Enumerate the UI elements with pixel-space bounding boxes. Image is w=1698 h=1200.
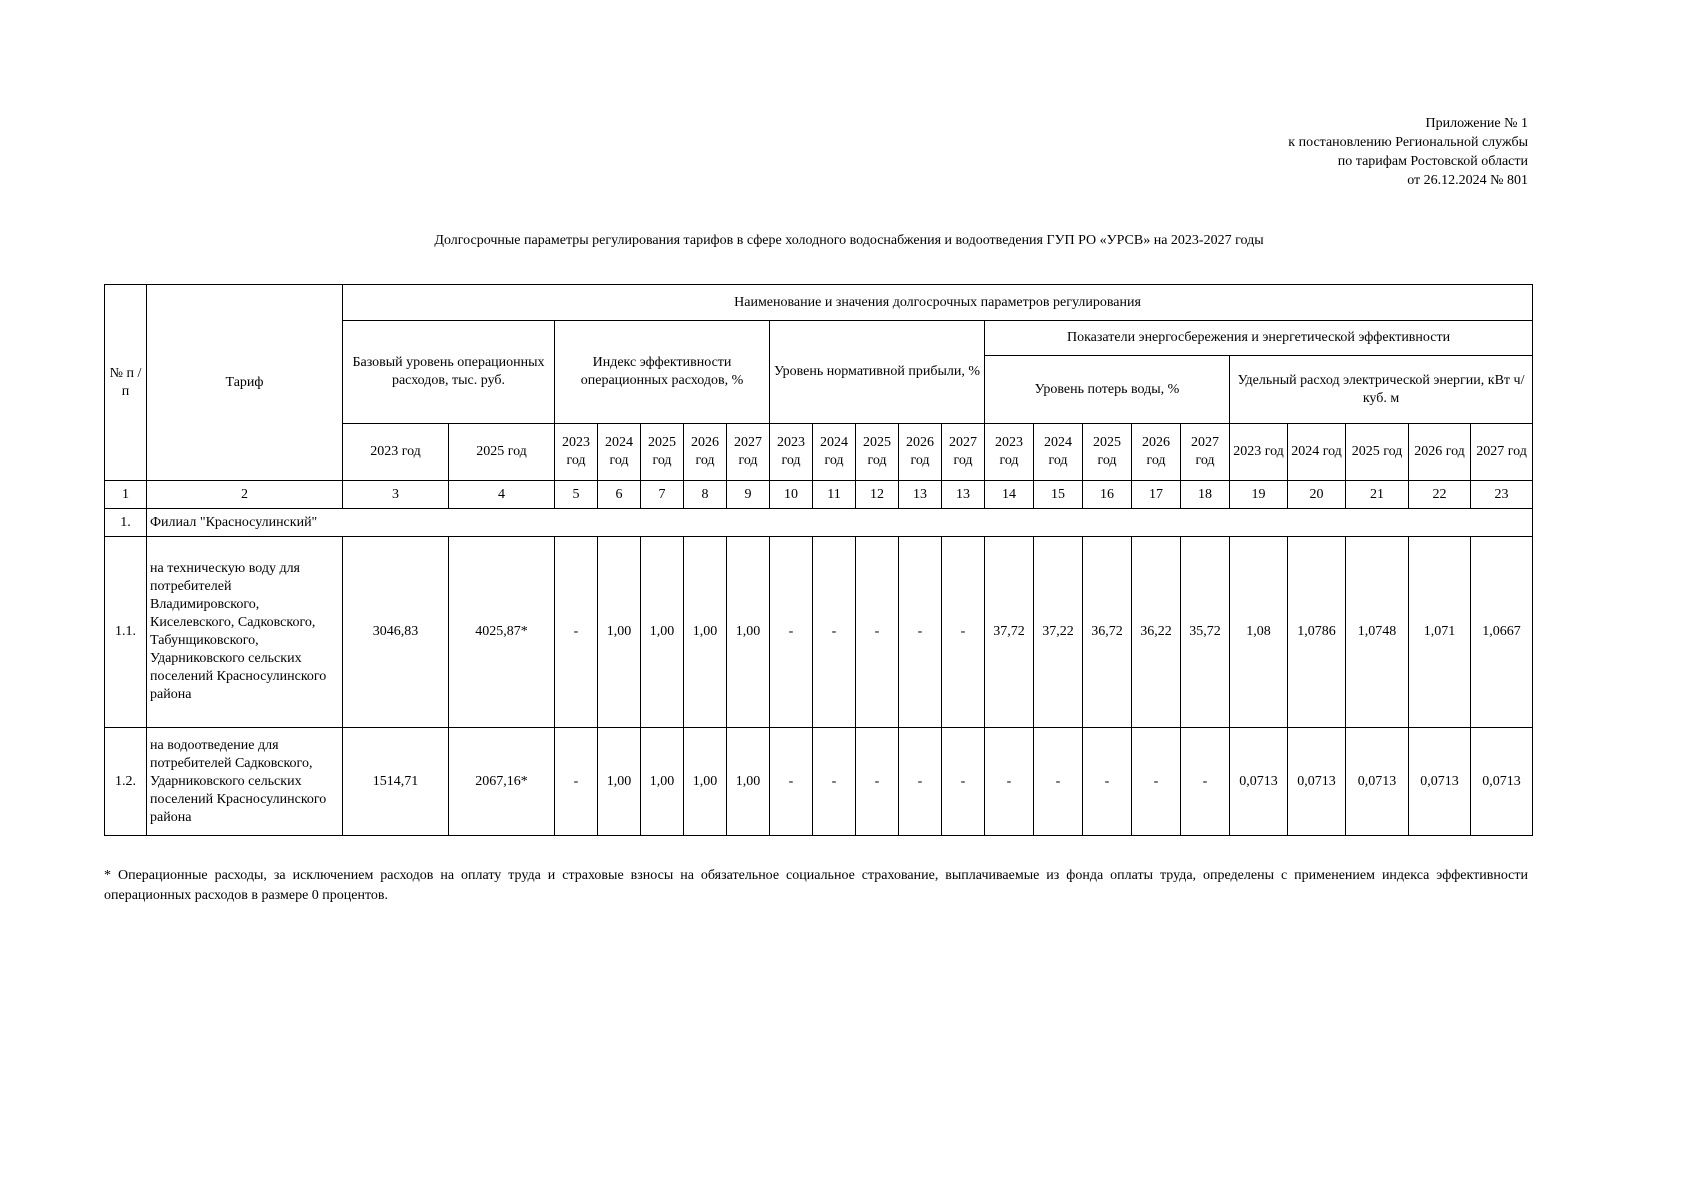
value-cell: - xyxy=(1083,728,1132,836)
appendix-line: к постановлению Региональной службы xyxy=(1288,135,1528,150)
value-cell: 0,0713 xyxy=(1346,728,1409,836)
year-header: 2025 год xyxy=(449,424,555,481)
value-cell: - xyxy=(813,728,856,836)
column-number: 13 xyxy=(899,481,942,509)
year-header: 2023 год xyxy=(985,424,1034,481)
value-cell: - xyxy=(942,728,985,836)
year-header: 2023 год xyxy=(1230,424,1288,481)
value-cell: 0,0713 xyxy=(1288,728,1346,836)
column-numbers-row xyxy=(105,481,1533,509)
year-header: 2023 год xyxy=(555,424,598,481)
year-header: 2023 год xyxy=(770,424,813,481)
column-number: 11 xyxy=(813,481,856,509)
document-title: Долгосрочные параметры регулирования тарифов в сфере холодного водоснабжения и водоотведения ГУП РО «УРСВ» на 2023-2027 годы xyxy=(434,233,1264,248)
column-number: 15 xyxy=(1034,481,1083,509)
appendix-header xyxy=(1288,114,1528,190)
value-cell: 3046,83 xyxy=(343,537,449,728)
value-cell: - xyxy=(899,728,942,836)
appendix-line: по тарифам Ростовской области xyxy=(1337,154,1528,169)
section-name: Филиал "Красносулинский" xyxy=(147,509,1533,537)
header-tariff: Тариф xyxy=(147,285,343,481)
tariff-name: на техническую воду для потребителей Владимировского, Киселевского, Садковского, Табунщиковского, Ударниковского сельских поселений Красносулинского района xyxy=(147,537,343,728)
header-num: № п /п xyxy=(105,285,147,481)
column-number: 19 xyxy=(1230,481,1288,509)
value-cell: 1,0786 xyxy=(1288,537,1346,728)
year-header: 2025 год xyxy=(1346,424,1409,481)
section-row xyxy=(105,509,1533,537)
value-cell: - xyxy=(1132,728,1181,836)
year-header: 2025 год xyxy=(856,424,899,481)
value-cell: - xyxy=(555,728,598,836)
value-cell: 1,00 xyxy=(598,537,641,728)
section-num: 1. xyxy=(105,509,147,537)
row-number: 1.2. xyxy=(105,728,147,836)
value-cell: 1,00 xyxy=(727,728,770,836)
column-number: 1 xyxy=(105,481,147,509)
value-cell: 1,00 xyxy=(684,537,727,728)
column-number: 14 xyxy=(985,481,1034,509)
row-number: 1.1. xyxy=(105,537,147,728)
year-header: 2026 год xyxy=(1132,424,1181,481)
header-efficiency-index: Индекс эффективности операционных расходов, % xyxy=(555,321,770,424)
value-cell: 0,0713 xyxy=(1471,728,1533,836)
value-cell: - xyxy=(899,537,942,728)
column-number: 22 xyxy=(1409,481,1471,509)
year-header: 2024 год xyxy=(598,424,641,481)
column-number: 9 xyxy=(727,481,770,509)
column-number: 8 xyxy=(684,481,727,509)
value-cell: 1,00 xyxy=(727,537,770,728)
value-cell: - xyxy=(856,728,899,836)
column-number: 3 xyxy=(343,481,449,509)
year-header: 2027 год xyxy=(1471,424,1533,481)
value-cell: - xyxy=(813,537,856,728)
value-cell: - xyxy=(1181,728,1230,836)
value-cell: 36,72 xyxy=(1083,537,1132,728)
value-cell: 0,0713 xyxy=(1409,728,1471,836)
value-cell: 1,00 xyxy=(598,728,641,836)
value-cell: 1,00 xyxy=(641,537,684,728)
year-header: 2027 год xyxy=(1181,424,1230,481)
value-cell: - xyxy=(1034,728,1083,836)
column-number: 6 xyxy=(598,481,641,509)
appendix-line: от 26.12.2024 № 801 xyxy=(1407,173,1528,188)
header-water-losses: Уровень потерь воды, % xyxy=(985,356,1230,424)
parameters-table xyxy=(104,284,1533,836)
value-cell: 0,0713 xyxy=(1230,728,1288,836)
column-number: 17 xyxy=(1132,481,1181,509)
appendix-line: Приложение № 1 xyxy=(1425,116,1528,131)
table-container xyxy=(104,284,1528,836)
year-header: 2024 год xyxy=(1034,424,1083,481)
column-number: 7 xyxy=(641,481,684,509)
column-number: 18 xyxy=(1181,481,1230,509)
value-cell: 2067,16* xyxy=(449,728,555,836)
year-header: 2027 год xyxy=(942,424,985,481)
value-cell: 36,22 xyxy=(1132,537,1181,728)
table-row xyxy=(105,537,1533,728)
header-energy: Показатели энергосбережения и энергетической эффективности xyxy=(985,321,1533,356)
value-cell: - xyxy=(942,537,985,728)
column-number: 5 xyxy=(555,481,598,509)
value-cell: 1,00 xyxy=(641,728,684,836)
value-cell: 1,071 xyxy=(1409,537,1471,728)
table-row xyxy=(105,728,1533,836)
year-header: 2026 год xyxy=(1409,424,1471,481)
column-number: 2 xyxy=(147,481,343,509)
header-profit-level: Уровень нормативной прибыли, % xyxy=(770,321,985,424)
value-cell: 1,00 xyxy=(684,728,727,836)
value-cell: 37,72 xyxy=(985,537,1034,728)
column-number: 13 xyxy=(942,481,985,509)
year-header: 2026 год xyxy=(899,424,942,481)
value-cell: 35,72 xyxy=(1181,537,1230,728)
tariff-name: на водоотведение для потребителей Садковского, Ударниковского сельских поселений Красносулинского района xyxy=(147,728,343,836)
header-electricity: Удельный расход электрической энергии, кВт ч/куб. м xyxy=(1230,356,1533,424)
year-header: 2024 год xyxy=(813,424,856,481)
column-number: 12 xyxy=(856,481,899,509)
year-header: 2024 год xyxy=(1288,424,1346,481)
footnote: * Операционные расходы, за исключением расходов на оплату труда и страховые взносы на обязательное социальное страхование, выплачиваемые из фонда оплаты труда, определены с применением индекса эффективности операционных расходов в размере 0 процентов. xyxy=(104,868,1528,903)
column-number: 21 xyxy=(1346,481,1409,509)
column-number: 23 xyxy=(1471,481,1533,509)
value-cell: - xyxy=(985,728,1034,836)
column-number: 16 xyxy=(1083,481,1132,509)
column-number: 20 xyxy=(1288,481,1346,509)
value-cell: 4025,87* xyxy=(449,537,555,728)
year-header: 2023 год xyxy=(343,424,449,481)
value-cell: - xyxy=(856,537,899,728)
year-header: 2025 год xyxy=(641,424,684,481)
value-cell: 1,08 xyxy=(1230,537,1288,728)
value-cell: 1514,71 xyxy=(343,728,449,836)
header-base-expenses: Базовый уровень операционных расходов, тыс. руб. xyxy=(343,321,555,424)
year-header: 2026 год xyxy=(684,424,727,481)
value-cell: - xyxy=(770,537,813,728)
value-cell: - xyxy=(555,537,598,728)
year-header: 2025 год xyxy=(1083,424,1132,481)
column-number: 10 xyxy=(770,481,813,509)
value-cell: 1,0748 xyxy=(1346,537,1409,728)
column-number: 4 xyxy=(449,481,555,509)
value-cell: - xyxy=(770,728,813,836)
value-cell: 1,0667 xyxy=(1471,537,1533,728)
year-header: 2027 год xyxy=(727,424,770,481)
header-params: Наименование и значения долгосрочных параметров регулирования xyxy=(343,285,1533,321)
value-cell: 37,22 xyxy=(1034,537,1083,728)
